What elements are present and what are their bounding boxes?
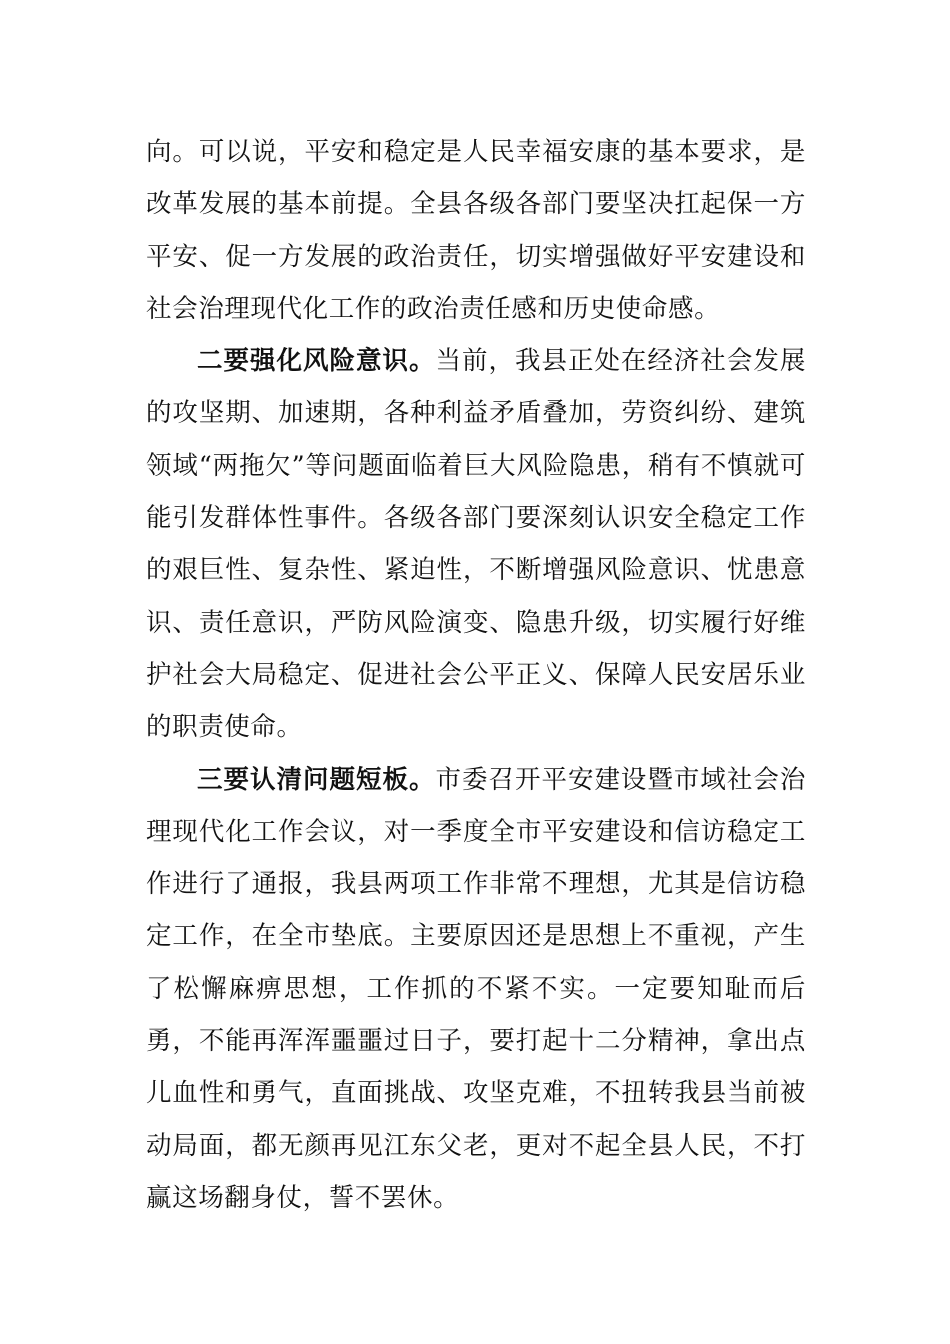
paragraph-text: 市委召开平安建设暨市域社会治理现代化工作会议，对一季度全市平安建设和信访稳定工作进行了通报，我县两项工作非常不理想，尤其是信访稳定工作，在全市垫底。主要原因还是思想上不重视，产生了松懈麻痹思想，工作抓的不紧不实。一定要知耻而后勇，不能再浑浑噩噩过日子，要打起十二分精神，拿出点儿血性和勇气，直面挑战、攻坚克难，不扭转我县当前被动局面，都无颜再见江东父老，更对不起全县人民，不打赢这场翻身仗，誓不罢休。: [146, 764, 807, 1213]
document-body: [146, 126, 806, 1224]
paragraph-problem-shortcomings: [146, 754, 806, 1225]
paragraph-text: 当前，我县正处在经济社会发展的攻坚期、加速期，各种利益矛盾叠加，劳资纠纷、建筑领域“两拖欠”等问题面临着巨大风险隐患，稍有不慎就可能引发群体性事件。各级各部门要深刻认识安全稳定工作的艰巨性、复杂性、紧迫性，不断增强风险意识、忧患意识、责任意识，严防风险演变、隐患升级，切实履行好维护社会大局稳定、促进社会公平正义、保障人民安居乐业的职责使命。: [146, 346, 807, 743]
paragraph-heading: 二要强化风险意识。: [197, 346, 436, 377]
paragraph-continuation: [146, 126, 806, 335]
paragraph-heading: 三要认清问题短板。: [197, 764, 436, 795]
paragraph-text: 向。可以说，平安和稳定是人民幸福安康的基本要求，是改革发展的基本前提。全县各级各部门要坚决扛起保一方平安、促一方发展的政治责任，切实增强做好平安建设和社会治理现代化工作的政治责任感和历史使命感。: [146, 137, 806, 324]
paragraph-risk-awareness: [146, 335, 806, 753]
